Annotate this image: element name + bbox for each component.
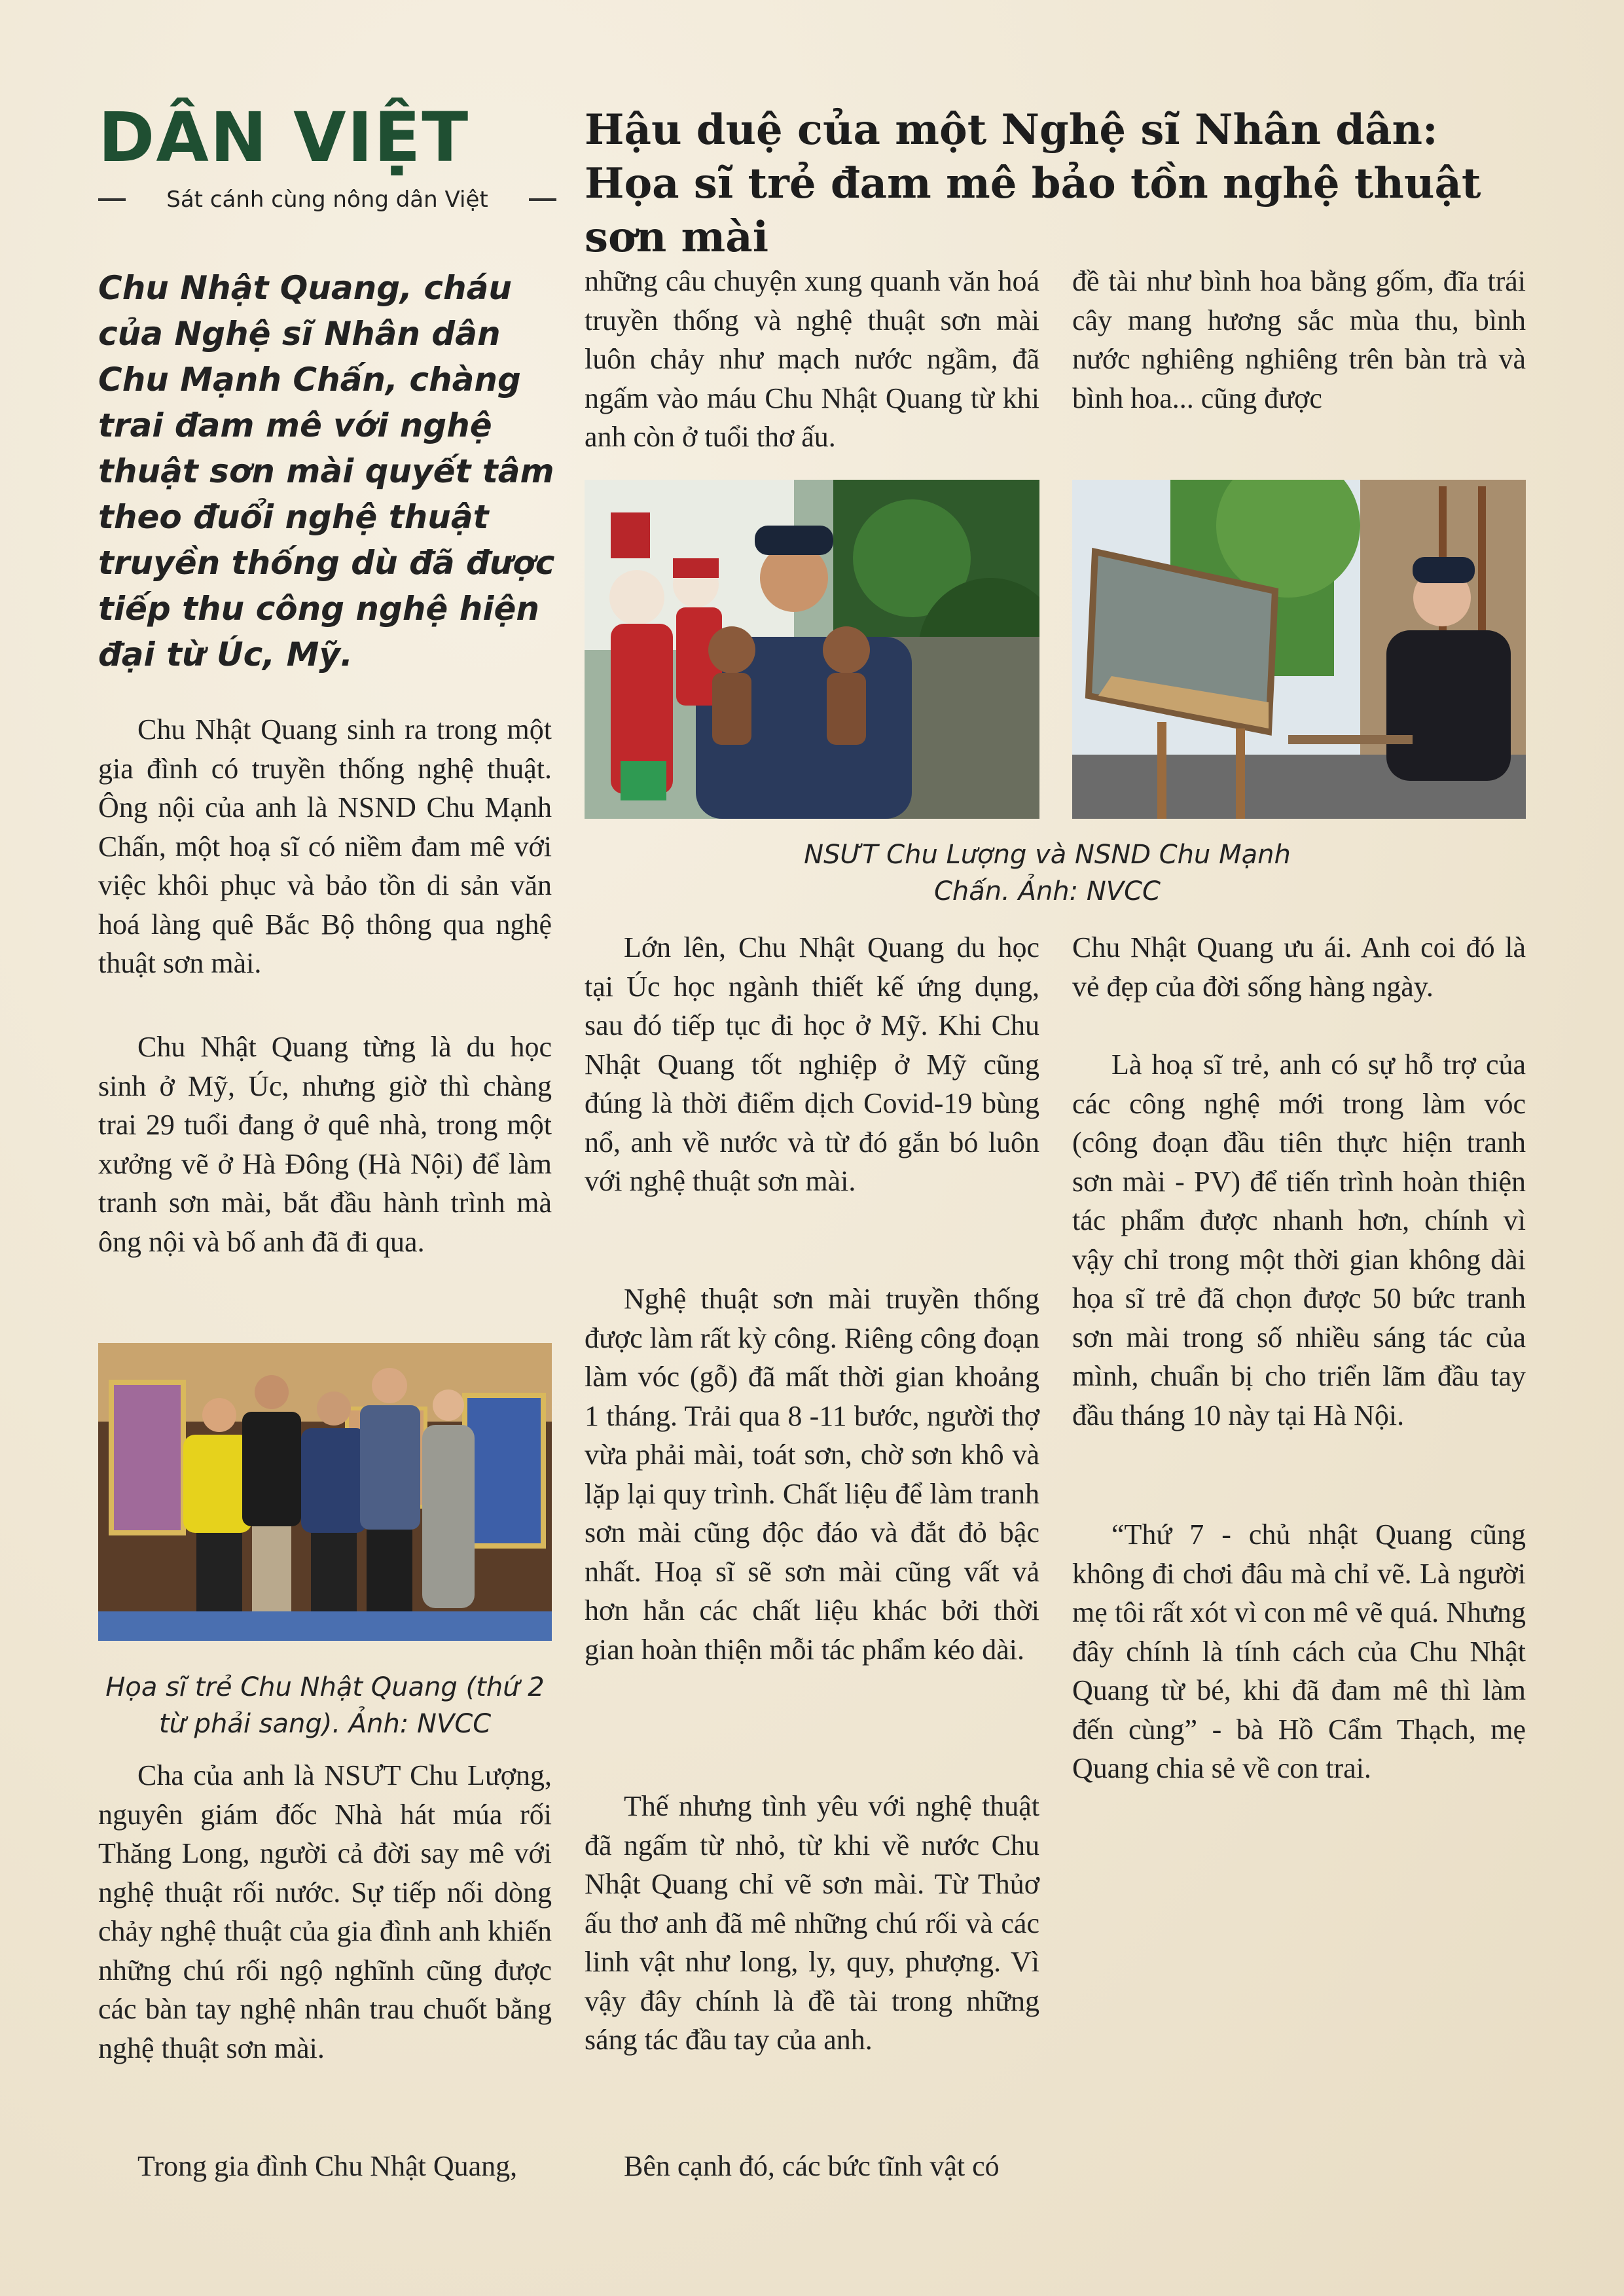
paragraph-culture: những câu chuyện xung quanh văn hoá truyền thống và nghệ thuật sơn mài luôn chảy như mạch nước ngầm, đã ngấm vào máu Chu Nhật Quang từ khi anh còn ở tuổi thơ ấu. <box>585 265 1039 453</box>
puppet-photo <box>585 480 1039 819</box>
group-photo-caption: Họa sĩ trẻ Chu Nhật Quang (thứ 2 từ phải sang). Ảnh: NVCC <box>105 1672 545 1739</box>
paragraph-still-life: Bên cạnh đó, các bức tĩnh vật có <box>624 2150 1000 2182</box>
group-photo <box>98 1343 552 1641</box>
painter-photo <box>1072 480 1526 819</box>
dan-viet-logo[interactable] <box>98 98 556 223</box>
article-lead: Chu Nhật Quang, cháu của Nghệ sĩ Nhân dân Chu Mạnh Chấn, chàng trai đam mê với nghệ thuật sơn mài quyết tâm theo đuổi nghệ thuật truyền thống dù đã được tiếp thu công nghệ hiện đại từ Úc, Mỹ. <box>98 269 555 673</box>
puppet-photo-image <box>585 480 1039 819</box>
paragraph-father: Cha của anh là NSƯT Chu Lượng, nguyên giám đốc Nhà hát múa rối Thăng Long, người cả đời say mê với nghệ thuật rối nước. Sự tiếp nối dòng chảy nghệ thuật của gia đình anh khiến những chú rối ngộ nghĩnh cũng được các bàn tay nghệ nhân trau chuốt bằng nghệ thuật sơn mài. <box>98 1759 552 2064</box>
article-headline: Hậu duệ của một Nghệ sĩ Nhân dân: Họa sĩ trẻ đam mê bảo tồn nghệ thuật sơn mài <box>585 105 1481 262</box>
paragraph-birth: Chu Nhật Quang sinh ra trong một gia đình có truyền thống nghệ thuật. Ông nội của anh là NSND Chu Mạnh Chấn, một hoạ sĩ có niềm đam mê với việc khôi phục và bảo tồn di sản văn hoá làng quê Bắc Bộ thông qua nghệ thuật sơn mài. <box>98 713 552 979</box>
paragraph-love-lacquer: Thế nhưng tình yêu với nghệ thuật đã ngấm từ nhỏ, từ khi về nước Chu Nhật Quang chỉ vẽ sơn mài. Từ Thủơ ấu thơ anh đã mê những chú rối và các linh vật như long, ly, quy, phượng. Vì vậy đây chính là đề tài trong những sáng tác đầu tay của anh. <box>585 1790 1039 2056</box>
paragraph-traditional-craft: Nghệ thuật sơn mài truyền thống được làm rất kỳ công. Riêng công đoạn làm vóc (gỗ) đã mất thời gian khoảng 1 tháng. Trải qua 8 -11 bước, người thợ vừa phải mài, toát sơn, chờ sơn khô và lặp lại quy trình. Chất liệu để làm tranh sơn mài cũng độc đáo và đắt đỏ bậc nhất. Hoạ sĩ sẽ sơn mài cũng vất vả hơn hẳn các chất liệu khác bởi thời gian hoàn thiện mỗi tác phẩm kéo dài. <box>585 1283 1039 1666</box>
paragraph-daily-beauty: Chu Nhật Quang ưu ái. Anh coi đó là vẻ đẹp của đời sống hàng ngày. <box>1072 931 1526 1003</box>
paragraph-still-life-cont: đề tài như bình hoa bằng gốm, đĩa trái cây mang hương sắc mùa thu, bình nước nghiêng nghiêng trên bàn trà và bình hoa... cũng được <box>1072 265 1526 414</box>
paragraph-study-abroad: Chu Nhật Quang từng là du học sinh ở Mỹ, Úc, nhưng giờ thì chàng trai 29 tuổi đang ở quê nhà, trong một xưởng vẽ ở Hà Đông (Hà Nội) để làm tranh sơn mài, bắt đầu hành trình mà ông nội và bố anh đã đi qua. <box>98 1031 552 1258</box>
logo-wordmark: DÂN VIỆT <box>98 98 470 177</box>
painter-photo-image <box>1072 480 1526 819</box>
paragraph-technology: Là hoạ sĩ trẻ, anh có sự hỗ trợ của các công nghệ mới trong làm vóc (công đoạn đầu tiên thực hiện tranh sơn mài - PV) để tiến trình hoàn thiện tác phẩm được nhanh hơn, chính vì vậy chỉ trong một thời gian không dài họa sĩ trẻ đã chọn được 50 bức tranh sơn mài trong số nhiều sáng tác của mình, chuẩn bị cho triển lãm đầu tay đầu tháng 10 này tại Hà Nội. <box>1072 1049 1526 1431</box>
logo-tagline-row <box>98 183 556 216</box>
group-photo-image <box>98 1343 552 1641</box>
tagline-left-dash <box>98 198 126 201</box>
tagline-right-dash <box>529 198 556 201</box>
photo-pair-caption: NSƯT Chu Lượng và NSND Chu Mạnh Chấn. Ảnh: NVCC <box>804 840 1291 906</box>
paragraph-growing-up: Lớn lên, Chu Nhật Quang du học tại Úc học ngành thiết kế ứng dụng, sau đó tiếp tục đi học ở Mỹ. Khi Chu Nhật Quang tốt nghiệp ở Mỹ cũng đúng là thời điểm dịch Covid-19 bùng nổ, anh về nước và từ đó gắn bó luôn với nghệ thuật sơn mài. <box>585 931 1039 1197</box>
paragraph-mother-quote: “Thứ 7 - chủ nhật Quang cũng không đi chơi đâu mà chỉ vẽ. Là người mẹ tôi rất xót vì con mê vẽ quá. Nhưng đây chính là tính cách của Chu Nhật Quang từ bé, khi đã đam mê thì làm đến cùng” - bà Hồ Cẩm Thạch, mẹ Quang chia sẻ về con trai. <box>1072 1518 1526 1784</box>
logo-tagline: Sát cánh cùng nông dân Việt <box>166 187 488 213</box>
paragraph-family: Trong gia đình Chu Nhật Quang, <box>137 2150 518 2182</box>
